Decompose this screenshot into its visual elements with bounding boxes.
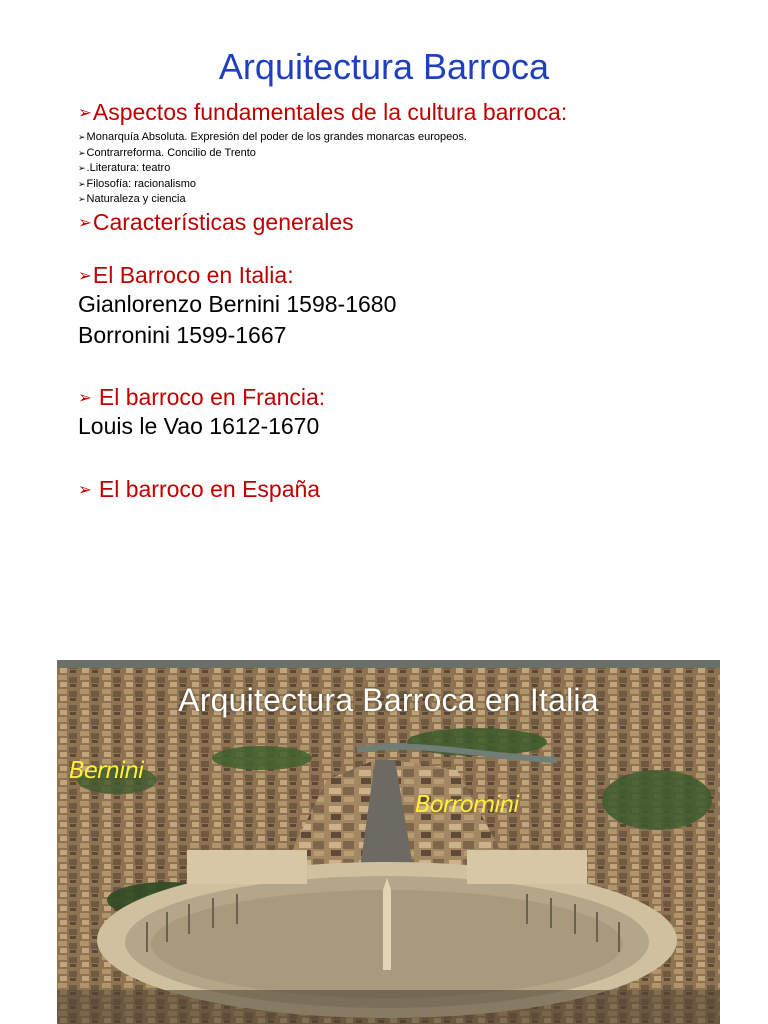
arrow-bullet-icon: ➢ xyxy=(78,388,92,408)
page-title: Arquitectura Barroca xyxy=(218,46,550,87)
spain-heading xyxy=(78,476,320,503)
aspects-list xyxy=(78,130,467,208)
france-heading-text: El barroco en Francia: xyxy=(98,384,326,410)
france-heading xyxy=(78,384,325,411)
list-item-text: Filosofía: racionalismo xyxy=(86,177,196,190)
arrow-bullet-icon: ➢ xyxy=(78,147,86,158)
arrow-bullet-icon: ➢ xyxy=(78,178,86,189)
arrow-bullet-icon: ➢ xyxy=(78,163,86,173)
arrow-bullet-icon: ➢ xyxy=(78,266,92,286)
list-item xyxy=(78,146,467,162)
arrow-bullet-icon: ➢ xyxy=(78,213,92,233)
general-heading-text: Características generales xyxy=(92,209,354,235)
arrow-bullet-icon: ➢ xyxy=(78,103,92,123)
italy-heading-text: El Barroco en Italia: xyxy=(92,262,294,288)
list-item xyxy=(78,177,467,193)
general-heading xyxy=(78,209,354,236)
italy-architect: Gianlorenzo Bernini 1598-1680 xyxy=(78,291,397,317)
list-item xyxy=(78,192,467,208)
aspects-heading xyxy=(78,99,567,126)
st-peters-square-photo xyxy=(57,660,720,1024)
france-architect: Louis le Vao 1612-1670 xyxy=(78,413,320,439)
arrow-bullet-icon: ➢ xyxy=(78,480,92,500)
arrow-bullet-icon: ➢ xyxy=(78,194,86,204)
list-item-text: Contrarreforma. Concilio de Trento xyxy=(86,146,256,159)
photo-title: Arquitectura Barroca en Italia xyxy=(178,682,599,718)
bernini-label: Bernini xyxy=(69,758,144,784)
list-item-text: Monarquía Absoluta. Expresión del poder de los grandes monarcas europeos. xyxy=(86,131,467,143)
list-item xyxy=(78,161,467,177)
list-item-text: .Literatura: teatro xyxy=(86,162,171,174)
arrow-bullet-icon: ➢ xyxy=(78,132,86,142)
italy-architect: Borronini 1599-1667 xyxy=(78,322,287,348)
aspects-heading-text: Aspectos fundamentales de la cultura barroca: xyxy=(92,99,568,125)
spain-heading-text: El barroco en España xyxy=(98,476,321,502)
borromini-label: Borromini xyxy=(415,792,519,818)
list-item-text: Naturaleza y ciencia xyxy=(86,193,186,205)
list-item xyxy=(78,130,467,146)
italy-heading xyxy=(78,262,294,289)
